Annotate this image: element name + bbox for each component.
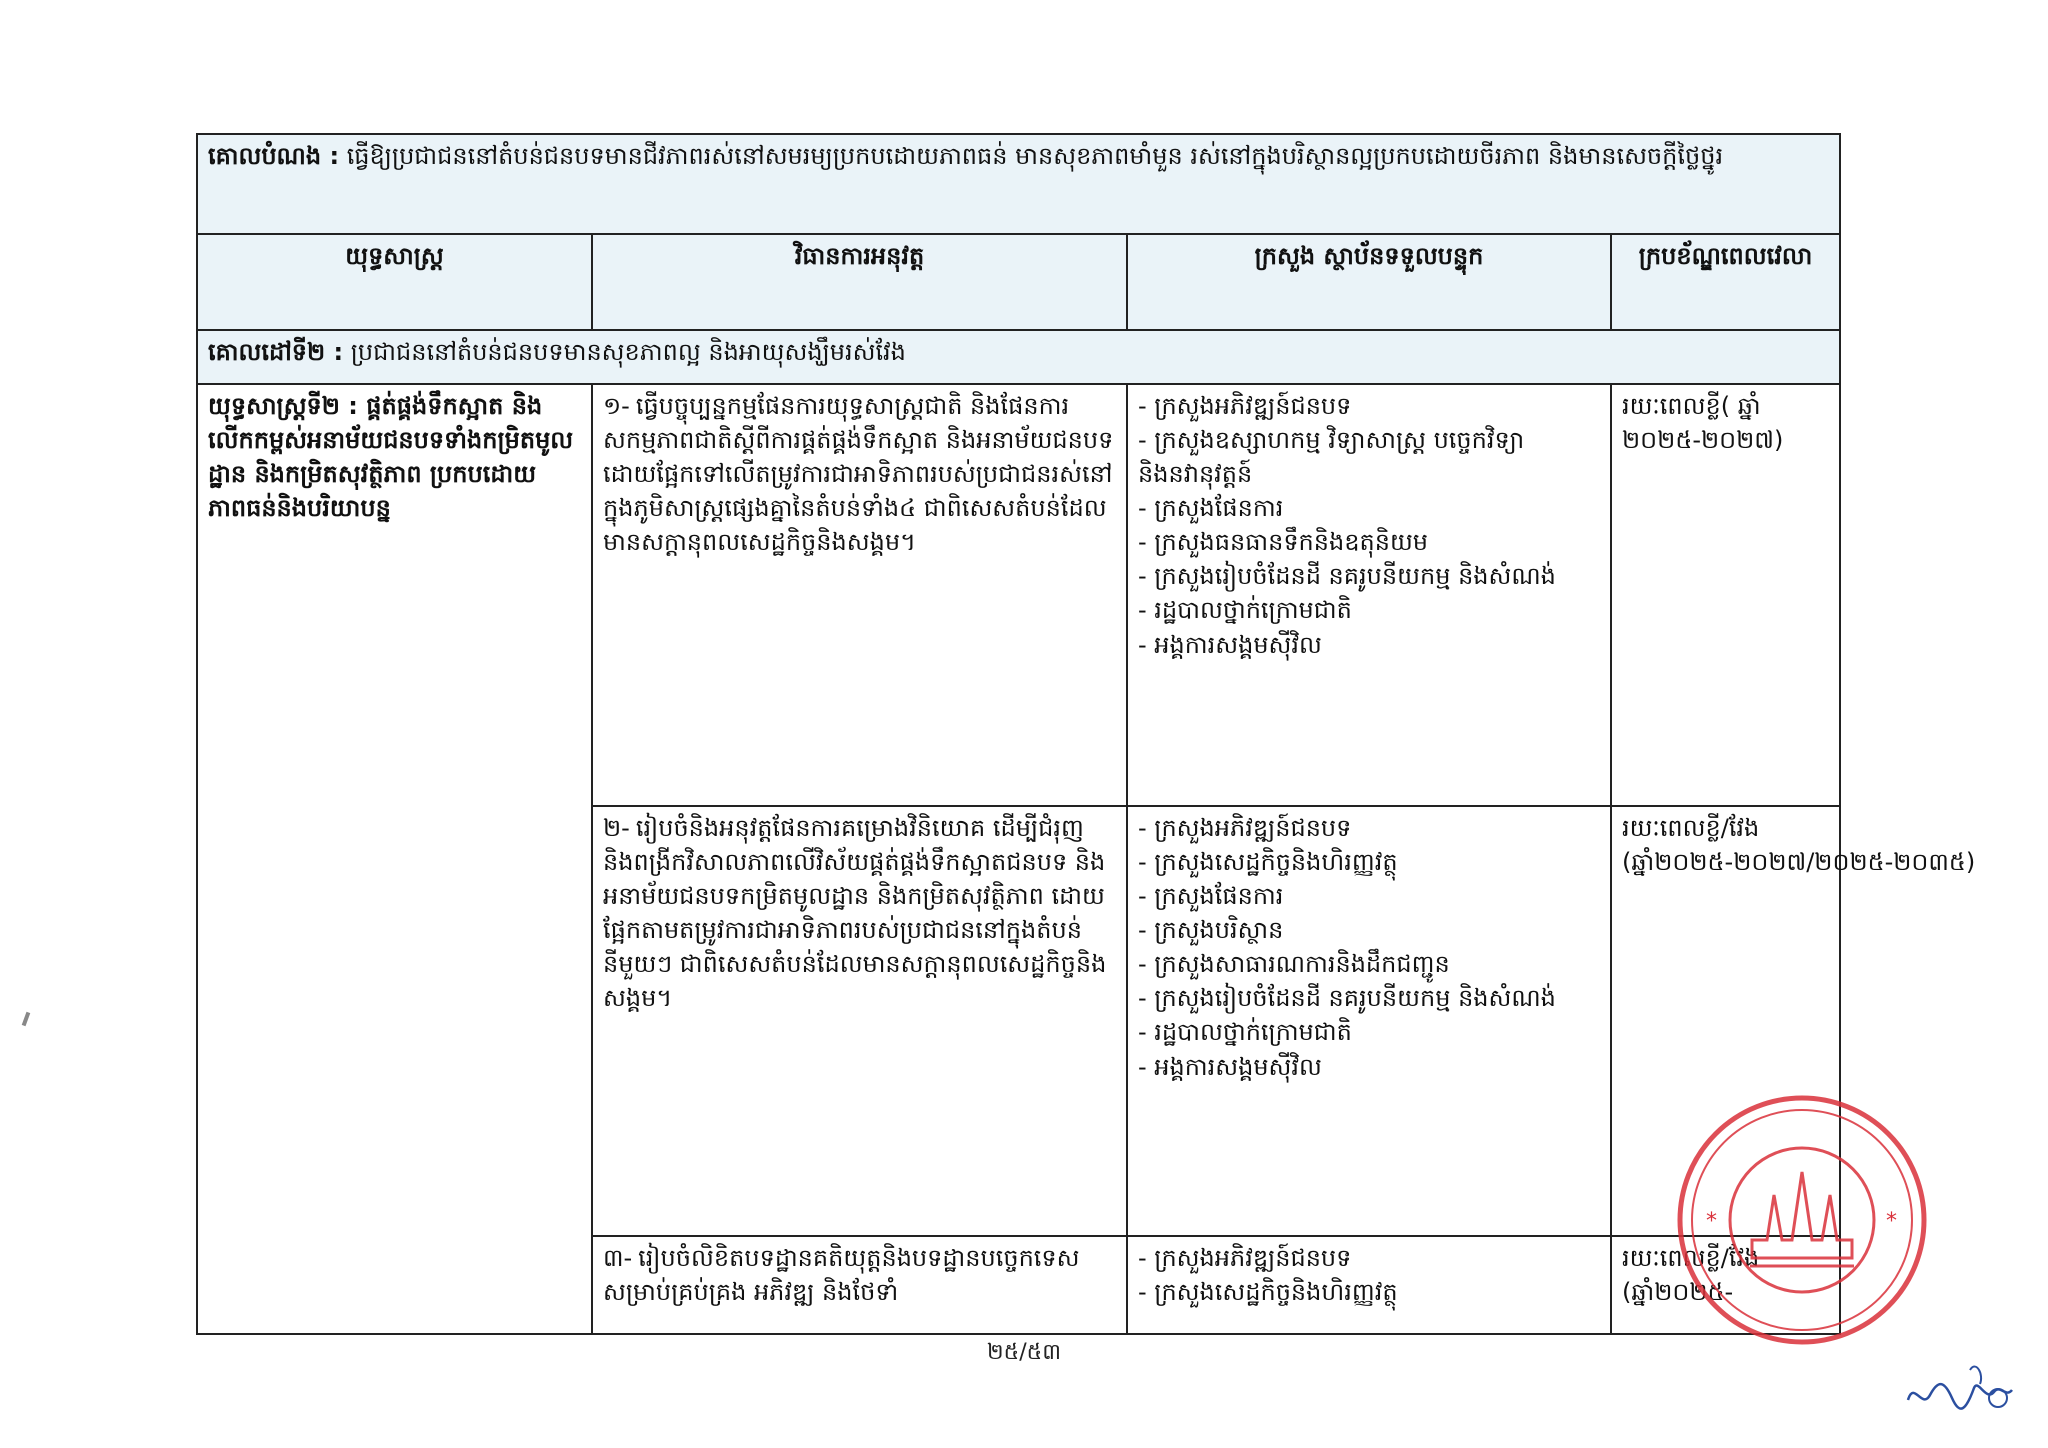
ministry-item: - អង្គការសង្គមស៊ីវិល (1138, 630, 1322, 659)
strategy-text: ផ្គត់ផ្គង់ទឹកស្អាត និងលើកកម្ពស់អនាម័យជនបទទាំងកម្រិតមូលដ្ឋាន និងកម្រិតសុវត្ថិភាព ប្រកបដោយភាពធន់និងបរិយាបន្ន (208, 392, 574, 523)
objective-row (197, 330, 1840, 384)
header-ministries: ក្រសួង ស្ថាប័នទទួលបន្ទុក (1127, 234, 1611, 330)
action-cell (592, 1236, 1127, 1334)
action-text: ធ្វើបច្ចុប្បន្នកម្មផែនការយុទ្ធសាស្ត្រជាតិ និងផែនការសកម្មភាពជាតិស្តីពីការផ្គត់ផ្គង់ទឹកស្អាត និងអនាម័យជនបទដោយផ្អែកទៅលើតម្រូវការជាអាទិភាពរបស់ប្រជាជនរស់នៅក្នុងភូមិសាស្ត្រផ្សេងគ្នានៃតំបន់ទាំង៤ ជាពិសេសតំបន់ដែលមានសក្តានុពលសេដ្ឋកិច្ចនិងសង្គម។ (603, 392, 1114, 557)
ministry-item: - ក្រសួងសេដ្ឋកិច្ចនិងហិរញ្ញវត្ថុ (1138, 848, 1398, 877)
ministry-item: - ក្រសួងអភិវឌ្ឍន៍ជនបទ (1138, 814, 1352, 842)
goal-row (197, 134, 1840, 234)
header-strategy: យុទ្ធសាស្ត្រ (197, 234, 592, 330)
timeframe-cell: រយៈពេលខ្លី/វែង (ឆ្នាំ២០២៥-២០២៧/២០២៥-២០៣៥) (1611, 806, 1840, 1236)
strategy-label: យុទ្ធសាស្ត្រទី២ : (208, 392, 358, 420)
ministry-item: - អង្គការសង្គមស៊ីវិល (1138, 1052, 1322, 1081)
signature-icon (1900, 1340, 2020, 1420)
strategy-cell (197, 384, 592, 1334)
ministry-list (1138, 1241, 1600, 1309)
timeframe-cell: រយៈពេលខ្លី( ឆ្នាំ ២០២៥-២០២៧) (1611, 384, 1840, 806)
action-number: ១- (603, 392, 630, 420)
strategy-table (196, 133, 1976, 1335)
ministry-item: - រដ្ឋបាលថ្នាក់ក្រោមជាតិ (1138, 1018, 1352, 1047)
objective-text: ប្រជាជននៅតំបន់ជនបទមានសុខភាពល្អ និងអាយុសង្ឃឹមរស់វែង (350, 338, 906, 366)
timeframe-cell: រយៈពេលខ្លី/វែង (ឆ្នាំ២០២៥- (1611, 1236, 1840, 1334)
ministry-item: - ក្រសួងរៀបចំដែនដី នគរូបនីយកម្ម និងសំណង់ (1138, 562, 1556, 591)
header-row (197, 234, 1840, 330)
ministry-item: - ក្រសួងអភិវឌ្ឍន៍ជនបទ (1138, 1244, 1352, 1272)
action-number: ២- (603, 814, 630, 842)
goal-cell (197, 134, 1840, 234)
ministry-list (1138, 389, 1600, 662)
action-cell (592, 384, 1127, 806)
ministry-item: - ក្រសួងសាធារណការនិងដឹកជញ្ជូន (1138, 950, 1450, 979)
ministry-item: - ក្រសួងផែនការ (1138, 494, 1284, 523)
ministries-cell (1127, 384, 1611, 806)
action-text: រៀបចំលិខិតបទដ្ឋានគតិយុត្តនិងបទដ្ឋានបច្ចេកទេសសម្រាប់គ្រប់គ្រង អភិវឌ្ឍ និងថែទាំ (603, 1244, 1080, 1307)
official-seal-icon (1672, 1090, 1932, 1350)
svg-text:*: * (1886, 1209, 1897, 1234)
action-number: ៣- (603, 1244, 633, 1272)
ministries-cell (1127, 806, 1611, 1236)
svg-text:*: * (1706, 1209, 1717, 1234)
ministry-item: - ក្រសួងធនធានទឹកនិងឧតុនិយម (1138, 528, 1429, 557)
ministry-item: - ក្រសួងសេដ្ឋកិច្ចនិងហិរញ្ញវត្ថុ (1138, 1278, 1398, 1307)
goal-text: ធ្វើឱ្យប្រជាជននៅតំបន់ជនបទមានជីវភាពរស់នៅសមរម្យប្រកបដោយភាពធន់ មានសុខភាពមាំមួន រស់នៅក្នុងបរិស្ថានល្អប្រកបដោយចីរភាព និងមានសេចក្តីថ្លៃថ្នូរ (346, 142, 1724, 170)
scan-artifact (22, 1012, 31, 1027)
ministry-item: - ក្រសួងផែនការ (1138, 882, 1284, 911)
header-timeframe: ក្របខ័ណ្ឌពេលវេលា (1611, 234, 1840, 330)
action-text: រៀបចំនិងអនុវត្តផែនការគម្រោងវិនិយោគ ដើម្បីជំរុញ និងពង្រីកវិសាលភាពលើវិស័យផ្គត់ផ្គង់ទឹកស្អាតជនបទ និងអនាម័យជនបទកម្រិតមូលដ្ឋាន និងកម្រិតសុវត្ថិភាព ដោយផ្អែកតាមតម្រូវការជាអាទិភាពរបស់ប្រជាជននៅក្នុងតំបន់នីមួយៗ ជាពិសេសតំបន់ដែលមានសក្តានុពលសេដ្ឋកិច្ចនិងសង្គម។ (603, 814, 1107, 1013)
objective-cell (197, 330, 1840, 384)
ministry-item: - ក្រសួងបរិស្ថាន (1138, 916, 1284, 945)
goal-label: គោលបំណង : (208, 142, 340, 170)
ministry-item: - រដ្ឋបាលថ្នាក់ក្រោមជាតិ (1138, 596, 1352, 625)
action-cell (592, 806, 1127, 1236)
objective-label: គោលដៅទី២ : (208, 338, 344, 366)
ministry-item: - ក្រសួងរៀបចំដែនដី នគរូបនីយកម្ម និងសំណង់ (1138, 984, 1556, 1013)
ministry-list (1138, 811, 1600, 1084)
table-row (197, 384, 1840, 806)
ministry-item: - ក្រសួងឧស្សាហកម្ម វិទ្យាសាស្ត្រ បច្ចេកវិទ្យា និងនវានុវត្តន៍ (1138, 426, 1525, 489)
page-number: ២៥/៥៣ (986, 1340, 1061, 1365)
ministry-item: - ក្រសួងអភិវឌ្ឍន៍ជនបទ (1138, 392, 1352, 420)
ministries-cell (1127, 1236, 1611, 1334)
header-measures: វិធានការអនុវត្ត (592, 234, 1127, 330)
